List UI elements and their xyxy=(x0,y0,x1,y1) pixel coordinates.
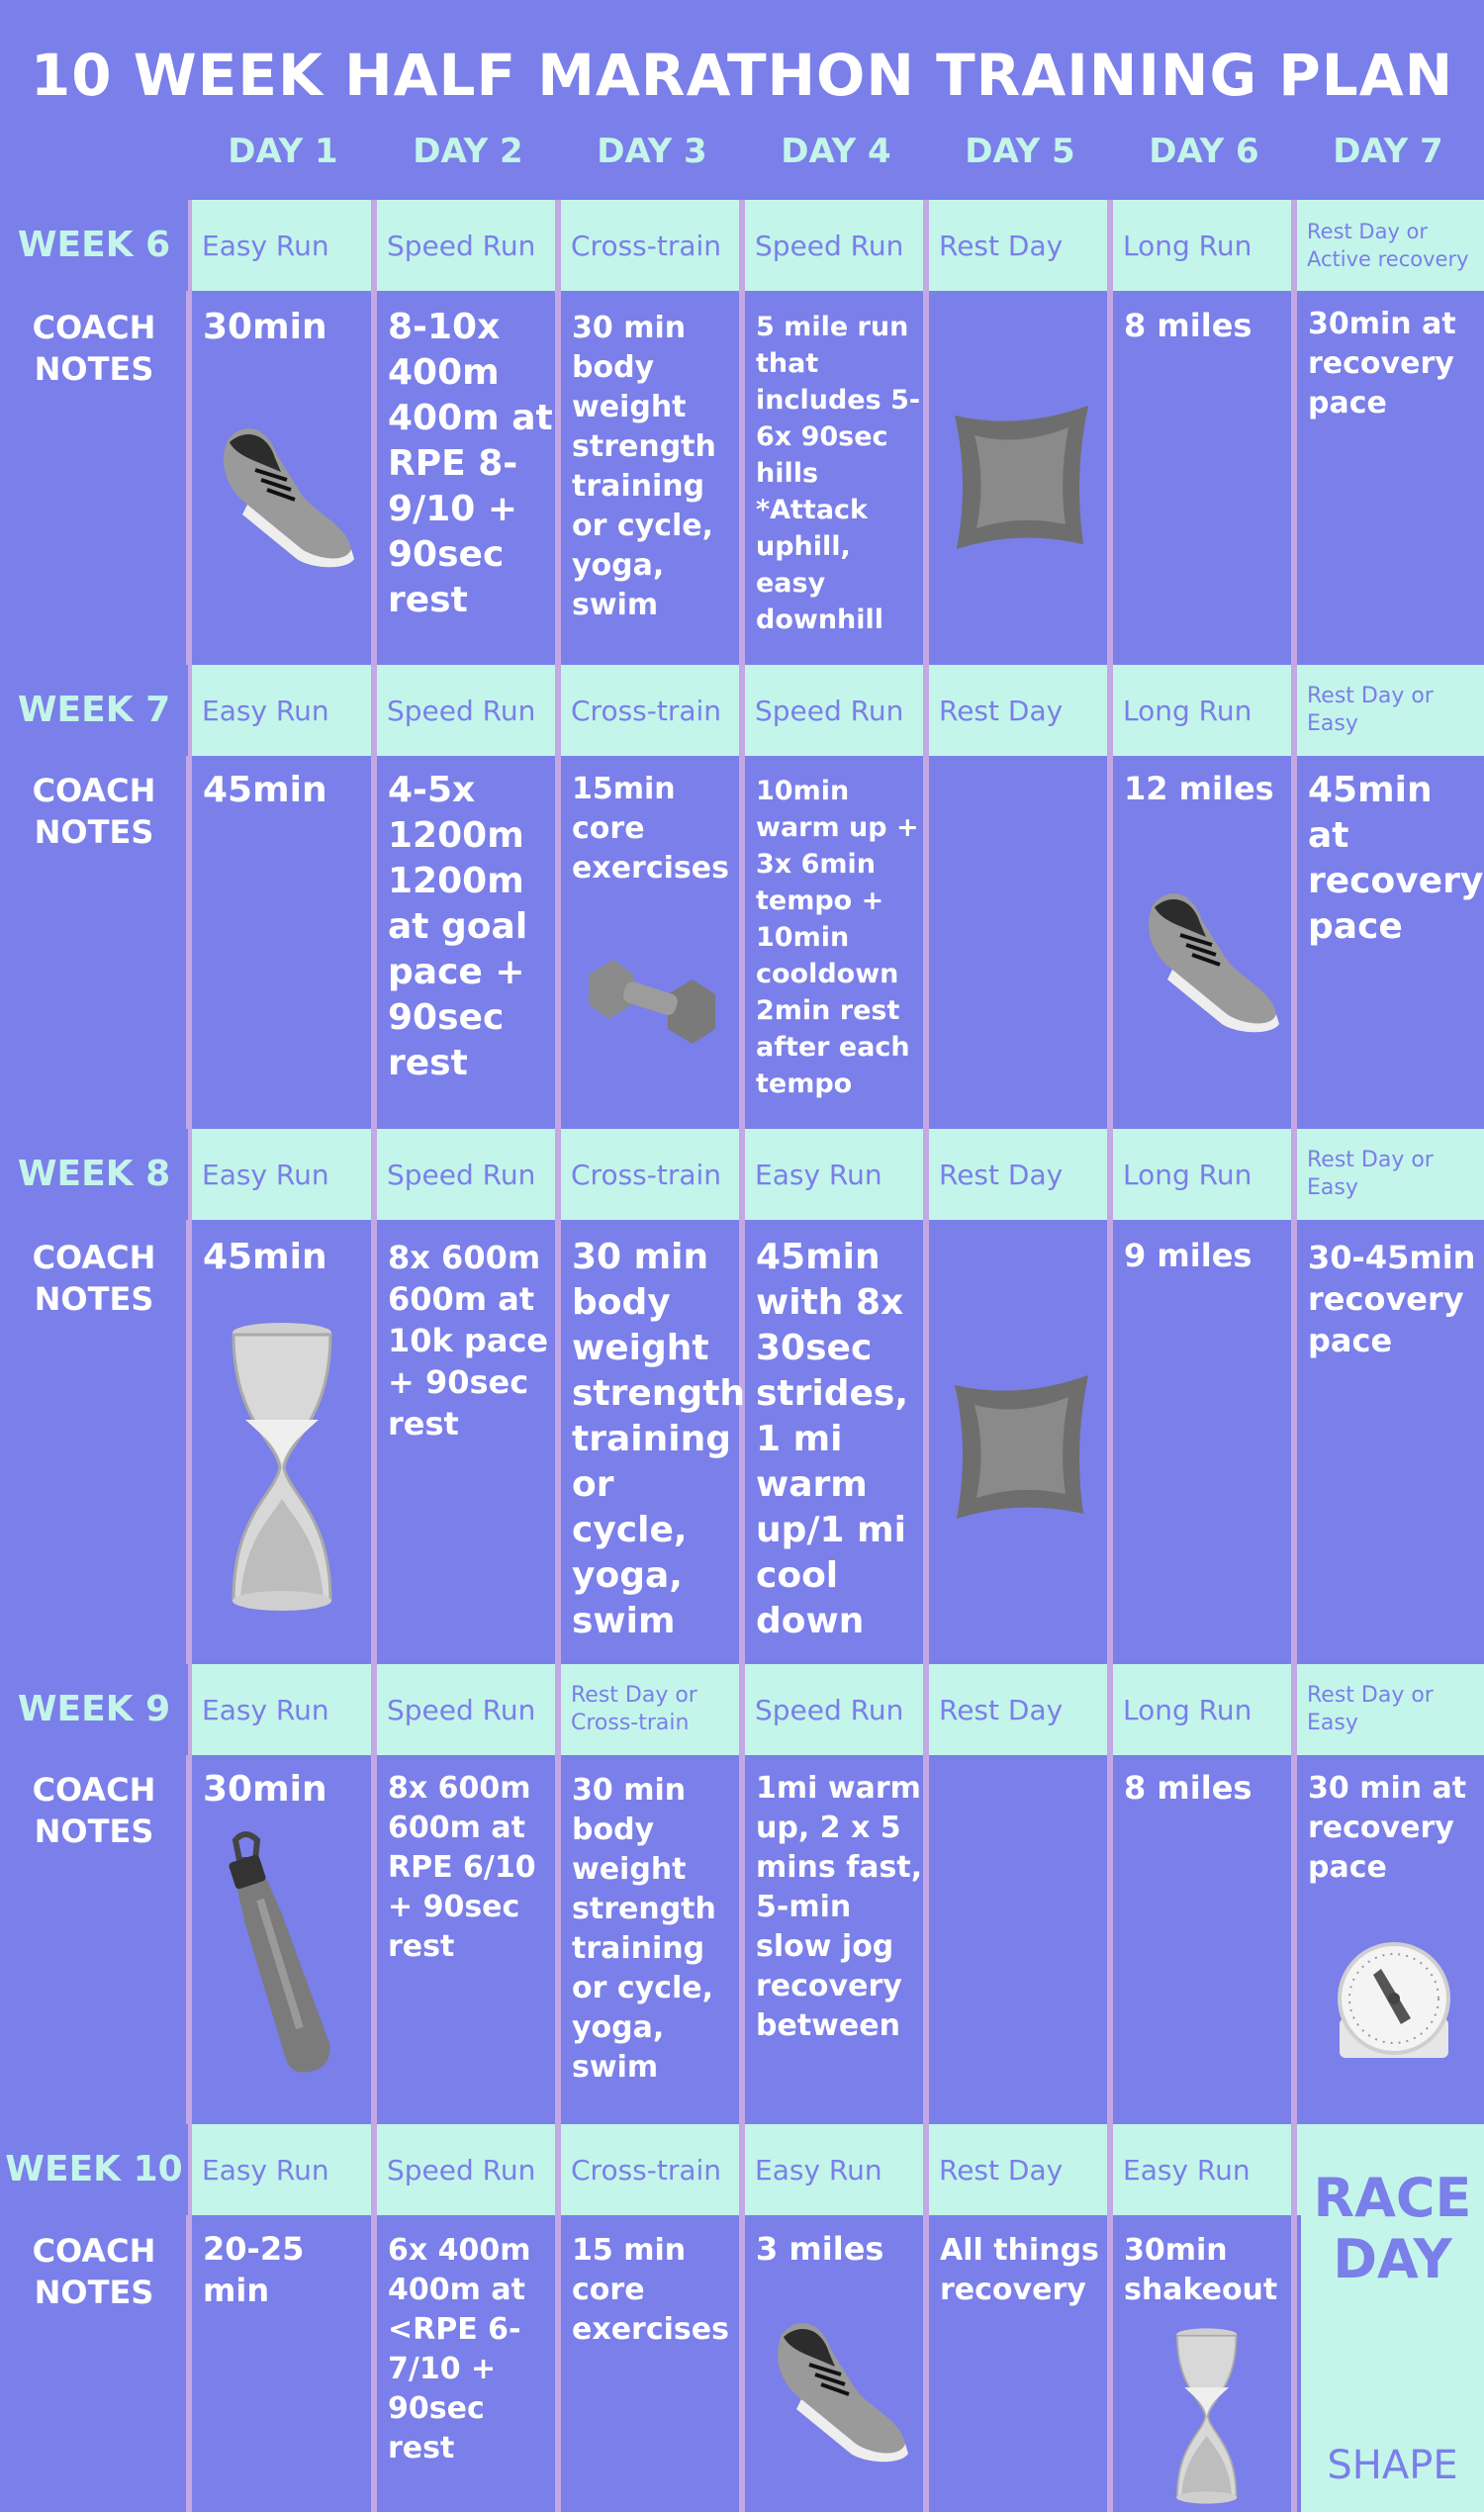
day-header-5: DAY 5 xyxy=(965,132,1075,171)
workout-type: Cross-train xyxy=(571,694,722,727)
page-title: 10 WEEK HALF MARATHON TRAINING PLAN xyxy=(30,42,1454,109)
coach-notes-label: COACH NOTES xyxy=(32,1771,156,1850)
coach-note: 4-5x 1200m 1200m at goal pace + 90sec rest xyxy=(388,770,528,1083)
hourglass-icon xyxy=(226,1321,339,1613)
workout-type: Easy Run xyxy=(202,694,329,727)
week-label: WEEK 7 xyxy=(0,665,188,756)
coach-note: 30-45min recovery pace xyxy=(1308,1239,1476,1359)
workout-type: Easy Run xyxy=(202,1158,329,1191)
coach-note: 8-10x 400m 400m at RPE 8-9/10 + 90sec rest xyxy=(388,307,553,620)
workout-type: Easy Run xyxy=(755,1158,882,1191)
coach-note: 45min with 8x 30sec strides, 1 mi warm up/1 mi cool down xyxy=(756,1237,909,1641)
week-label: WEEK 9 xyxy=(0,1664,188,1755)
coach-notes-label: COACH NOTES xyxy=(32,2232,156,2311)
day-header-1: DAY 1 xyxy=(228,132,338,171)
workout-type: Rest Day or Easy xyxy=(1307,1683,1434,1735)
workout-type: Easy Run xyxy=(755,2153,882,2186)
kitchen-timer-icon xyxy=(1334,1939,1454,2060)
coach-note: 1mi warm up, 2 x 5 mins fast, 5-min slow jog recovery between xyxy=(756,1771,923,2043)
workout-type: Rest Day xyxy=(939,694,1064,727)
workout-type: Long Run xyxy=(1123,694,1252,727)
day-header-2: DAY 2 xyxy=(413,132,523,171)
workout-type: Speed Run xyxy=(387,229,536,262)
sneaker-icon xyxy=(208,411,356,569)
workout-type: Easy Run xyxy=(1123,2153,1251,2186)
workout-type: Rest Day xyxy=(939,2153,1064,2186)
hourglass-icon xyxy=(1172,2327,1242,2505)
workout-type: Rest Day or Easy xyxy=(1307,684,1434,736)
workout-type: Long Run xyxy=(1123,229,1252,262)
coach-note: 45min xyxy=(203,1237,327,1277)
coach-note: 8 miles xyxy=(1124,1769,1252,1807)
coach-note: 8 miles xyxy=(1124,307,1252,344)
workout-type: Speed Run xyxy=(387,1158,536,1191)
workout-type: Speed Run xyxy=(755,1693,904,1726)
workout-type: Rest Day xyxy=(939,1158,1064,1191)
day-header-7: DAY 7 xyxy=(1333,132,1443,171)
workout-type: Rest Day or Cross-train xyxy=(571,1683,697,1735)
workout-type: Easy Run xyxy=(202,1693,329,1726)
coach-note: 15 min core exercises xyxy=(572,2233,729,2347)
workout-type: Speed Run xyxy=(387,2153,536,2186)
coach-notes-label: COACH NOTES xyxy=(32,772,156,851)
coach-note: All things recovery xyxy=(940,2233,1099,2307)
week-label: WEEK 6 xyxy=(0,200,188,291)
week-label: WEEK 8 xyxy=(0,1129,188,1220)
brand-logo: SHAPE xyxy=(1327,2443,1458,2488)
race-day-block xyxy=(1301,2124,1484,2512)
workout-type: Rest Day or Easy xyxy=(1307,1148,1434,1200)
coach-note: 8x 600m 600m at 10k pace + 90sec rest xyxy=(388,1239,549,1442)
coach-note: 30min shakeout xyxy=(1124,2233,1278,2307)
workout-type: Long Run xyxy=(1123,1158,1252,1191)
coach-note: 3 miles xyxy=(756,2230,884,2268)
day-header-6: DAY 6 xyxy=(1149,132,1259,171)
coach-note: 30min xyxy=(203,307,327,347)
day-header-4: DAY 4 xyxy=(781,132,891,171)
workout-type: Rest Day or Active recovery xyxy=(1307,220,1469,271)
coach-notes-label: COACH NOTES xyxy=(32,1239,156,1318)
coach-note: 15min core exercises xyxy=(572,772,729,885)
pillow-icon xyxy=(945,396,1093,554)
coach-note: 30 min body weight strength training or cycle, yoga, swim xyxy=(572,1237,746,1641)
workout-type: Long Run xyxy=(1123,1693,1252,1726)
coach-note: 30min at recovery pace xyxy=(1308,307,1456,420)
workout-type: Easy Run xyxy=(202,229,329,262)
workout-type: Cross-train xyxy=(571,2153,722,2186)
workout-type: Cross-train xyxy=(571,1158,722,1191)
workout-type: Easy Run xyxy=(202,2153,329,2186)
coach-note: 30 min body weight strength training or cycle, yoga, swim xyxy=(572,311,716,622)
workout-type: Cross-train xyxy=(571,229,722,262)
workout-type: Speed Run xyxy=(387,694,536,727)
coach-notes-label: COACH NOTES xyxy=(32,309,156,388)
coach-note: 12 miles xyxy=(1124,770,1274,807)
coach-note: 6x 400m 400m at <RPE 6-7/10 + 90sec rest xyxy=(388,2233,531,2465)
workout-type: Speed Run xyxy=(387,1693,536,1726)
workout-type: Rest Day xyxy=(939,1693,1064,1726)
coach-note: 20-25 min xyxy=(203,2230,305,2309)
dumbbell-icon xyxy=(579,950,722,1059)
water-bottle-icon xyxy=(216,1830,344,2078)
coach-note: 9 miles xyxy=(1124,1237,1252,1274)
day-header-3: DAY 3 xyxy=(597,132,707,171)
coach-note: 30 min at recovery pace xyxy=(1308,1771,1467,1885)
coach-note: 45min at recovery pace xyxy=(1308,770,1484,947)
race-day-line-1: RACE xyxy=(1313,2167,1472,2229)
pillow-icon xyxy=(945,1365,1093,1524)
coach-note: 30min xyxy=(203,1769,327,1810)
race-day-line-2: DAY xyxy=(1333,2228,1452,2290)
coach-note: 8x 600m 600m at RPE 6/10 + 90sec rest xyxy=(388,1771,536,1964)
workout-type: Rest Day xyxy=(939,229,1064,262)
workout-type: Speed Run xyxy=(755,694,904,727)
coach-note: 30 min body weight strength training or cycle, yoga, swim xyxy=(572,1773,716,2085)
sneaker-icon xyxy=(1133,876,1281,1034)
sneaker-icon xyxy=(762,2305,910,2464)
workout-type: Speed Run xyxy=(755,229,904,262)
coach-note: 45min xyxy=(203,770,327,810)
coach-note: 10min warm up + 3x 6min tempo + 10min cooldown 2min rest after each tempo xyxy=(756,776,919,1099)
coach-note: 5 mile run that includes 5-6x 90sec hills *Attack uphill, easy downhill xyxy=(756,312,921,635)
week-label: WEEK 10 xyxy=(0,2124,188,2215)
